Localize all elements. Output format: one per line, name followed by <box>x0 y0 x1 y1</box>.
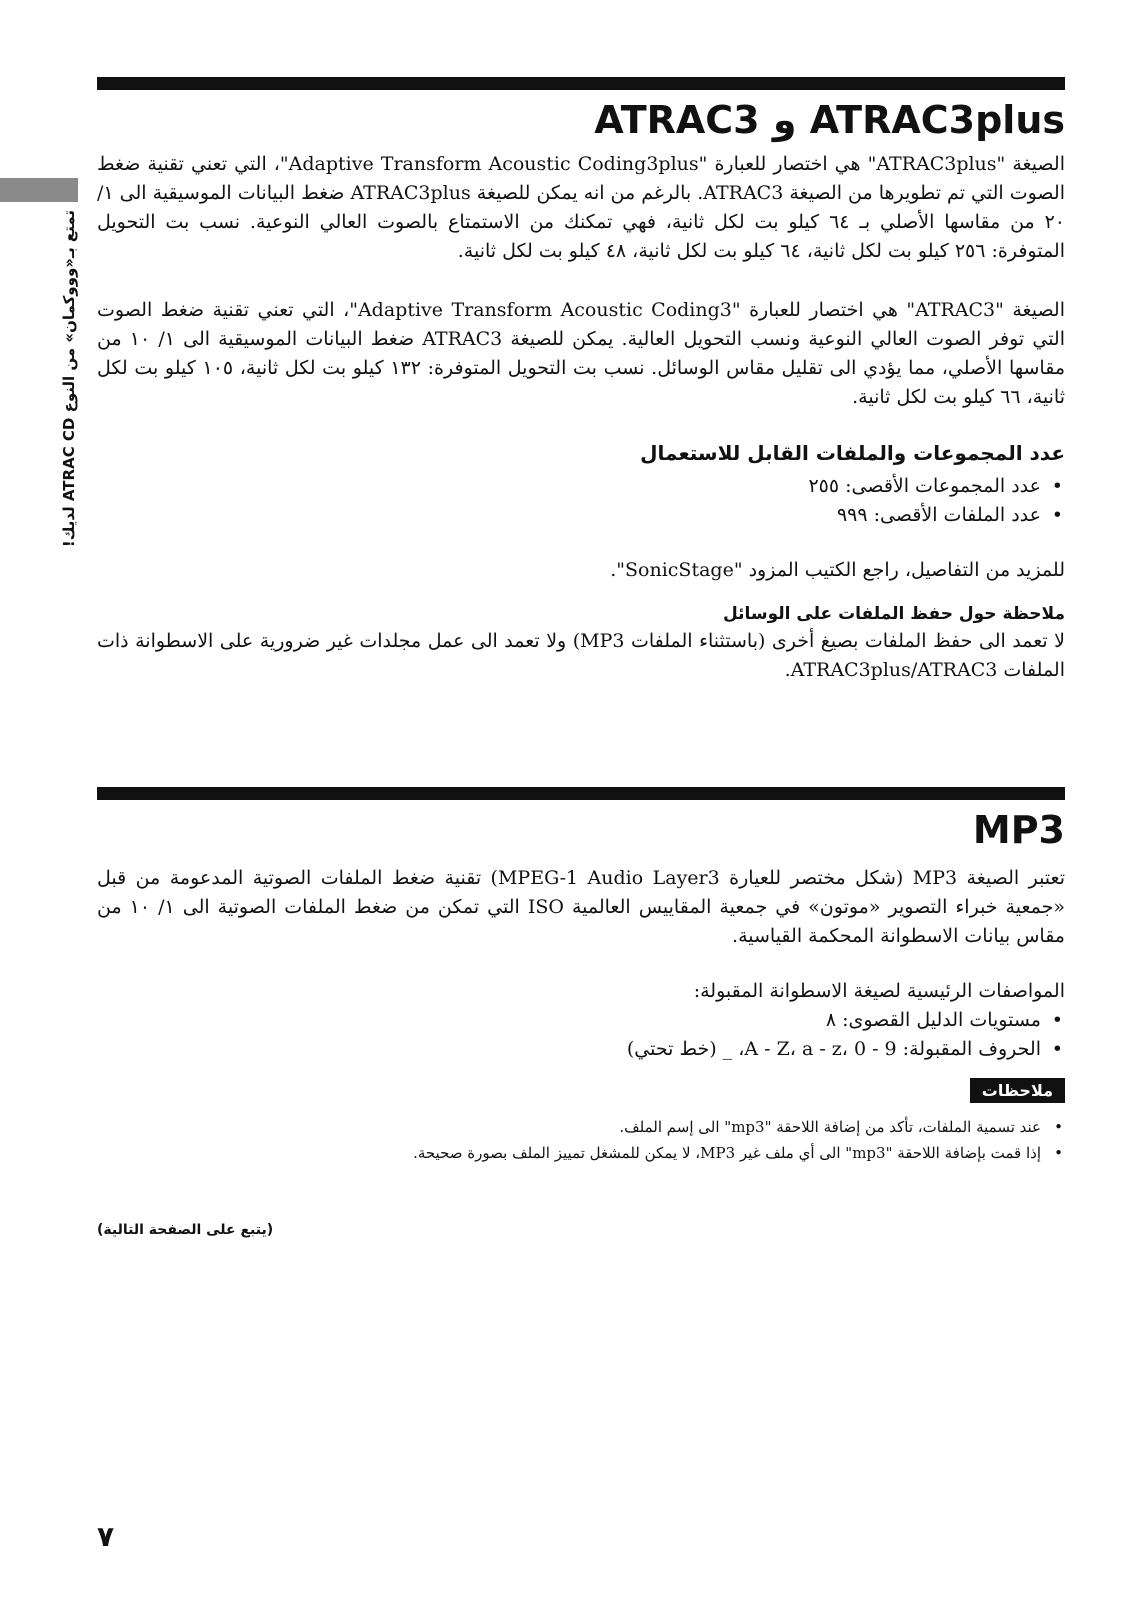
list-item: • عند تسمية الملفات، تأكد من إضافة اللاحقة "mp3" الى إسم الملف. <box>97 1114 1065 1140</box>
list-item: • عدد الملفات الأقصى: ٩٩٩ <box>97 501 1065 530</box>
notes-list <box>97 1114 1065 1166</box>
list-item: • إذا قمت بإضافة اللاحقة "mp3" الى أي ملف غير MP3، لا يمكن للمشغل تمييز الملف بصورة صحيحة. <box>97 1140 1065 1166</box>
section-rule <box>97 787 1065 800</box>
paragraph-atrac3plus: الصيغة "ATRAC3plus" هي اختصار للعبارة "Adaptive Transform Acoustic Coding3plus"، التي تعني تقنية ضغط الصوت التي تم تطويرها من الصيغة ATRAC3. بالرغم من انه يمكن للصيغة ATRAC3plus ضغط البيانات الموسيقية الى ١/ ٢٠ من مقاسها الأصلي بـ ٦٤ كيلو بت لكل ثانية، فهي تمكنك من الاستمتاع بالصوت العالي النوعية. نسب بت التحويل المتوفرة: ٢٥٦ كيلو بت لكل ثانية، ٦٤ كيلو بت لكل ثانية، ٤٨ كيلو بت لكل ثانية. <box>97 153 1065 262</box>
continued-label: (يتبع على الصفحة التالية) <box>97 1222 274 1238</box>
limits-list <box>97 472 1065 530</box>
section-rule <box>97 77 1065 90</box>
side-tab-label: تمتع بـ«وووكمان» من النوع ATRAC CD لديك! <box>60 210 78 548</box>
groups-files-heading: عدد المجموعات والملفات القابل للاستعمال <box>640 441 1065 465</box>
paragraph-mp3: تعتبر الصيغة MP3 (شكل مختصر للعيارة MPEG-1 Audio Layer3) تقنية ضغط الملفات الصوتية المدعومة من قبل «جمعية خبراء التصوير «موتون» في جمعية المقاييس العالمية ISO التي تمكن من ضغط الملفات الصوتية الى ١/ ١٠ من مقاس بيانات الاسطوانة المحكمة القياسية. <box>97 867 1065 947</box>
specs-heading: المواصفات الرئيسية لصيغة الاسطوانة المقبولة: <box>693 980 1065 1002</box>
page-number: ٧ <box>97 1520 115 1553</box>
section-title: MP3 <box>972 808 1065 852</box>
section-mp3 <box>97 787 1065 1166</box>
list-item: • الحروف المقبولة: A - Z، a - z، 0 - 9، _ (خط تحتي) <box>97 1035 1065 1064</box>
section-title: ATRAC3plus و ATRAC3 <box>594 98 1065 142</box>
specs-list <box>97 1006 1065 1064</box>
note-text: لا تعمد الى حفظ الملفات بصيغ أخرى (باستثناء الملفات MP3) ولا تعمد الى عمل مجلدات غير ضرورية على الاسطوانة ذات الملفات ATRAC3plus/ATRAC3. <box>97 630 1066 681</box>
side-tab-marker <box>0 178 78 202</box>
paragraph-atrac3: الصيغة "ATRAC3" هي اختصار للعبارة "Adaptive Transform Acoustic Coding3"، التي تعني تقنية ضغط الصوت التي توفر الصوت العالي النوعية ونسب التحويل العالية. يمكن للصيغة ATRAC3 ضغط البيانات الموسيقية الى ١/ ١٠ من مقاسها الأصلي، مما يؤدي الى تقليل مقاس الوسائل. نسب بت التحويل المتوفرة: ١٣٢ كيلو بت لكل ثانية، ١٠٥ كيلو بت لكل ثانية، ٦٦ كيلو بت لكل ثانية. <box>97 299 1065 408</box>
section-atrac <box>97 77 1065 685</box>
notes-badge: ملاحظات <box>970 1078 1065 1103</box>
note-heading: ملاحظة حول حفظ الملفات على الوسائل <box>722 604 1065 624</box>
more-info-text: للمزيد من التفاصيل، راجع الكتيب المزود "SonicStage". <box>610 559 1065 581</box>
list-item: • عدد المجموعات الأقصى: ٢٥٥ <box>97 472 1065 501</box>
list-item: • مستويات الدليل القصوى: ٨ <box>97 1006 1065 1035</box>
notes-header-row <box>97 1078 1065 1108</box>
